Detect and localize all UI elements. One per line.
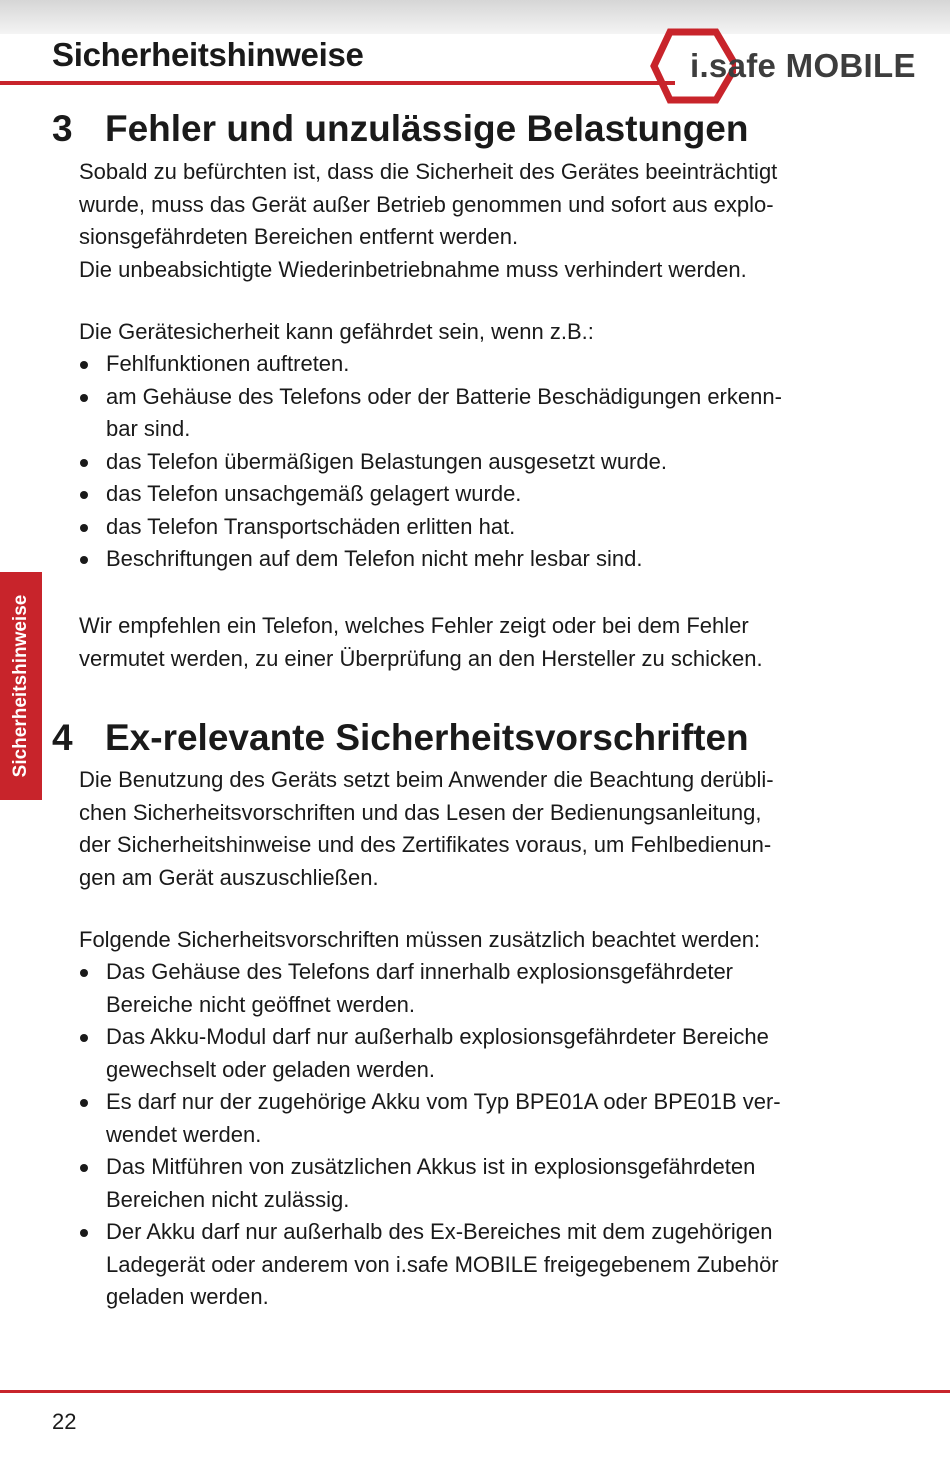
section-4-intro: Die Benutzung des Geräts setzt beim Anwender die Beachtung derübli- chen Sicherheitsvorschriften und das Lesen der Bedienungsanleitung, der Sicherheitshinweise und des Zertifikates voraus, um Fehlbedienun- gen am Gerät auszuschließen.: [79, 767, 774, 890]
section-3-number: 3: [52, 108, 73, 149]
page-header-title: Sicherheitshinweise: [52, 36, 364, 73]
section-3-title: Fehler und unzulässige Belastungen: [105, 108, 749, 149]
list-item: das Telefon übermäßigen Belastungen ausgesetzt wurde.: [79, 446, 849, 479]
section-4-title: Ex-relevante Sicherheitsvorschriften: [105, 717, 749, 758]
header-divider: [0, 81, 675, 85]
footer-divider: [0, 1390, 950, 1393]
section-3-closing: Wir empfehlen ein Telefon, welches Fehler zeigt oder bei dem Fehler vermutet werden, zu einer Überprüfung an den Hersteller zu schicken.: [79, 613, 763, 671]
section-4-list-intro: Folgende Sicherheitsvorschriften müssen zusätzlich beachtet werden:: [79, 927, 761, 952]
section-4-bullet-list: [79, 956, 849, 1314]
list-item: Es darf nur der zugehörige Akku vom Typ BPE01A oder BPE01B ver- wendet werden.: [79, 1086, 849, 1151]
section-4-heading: [52, 717, 749, 759]
list-item: Beschriftungen auf dem Telefon nicht mehr lesbar sind.: [79, 543, 849, 576]
brand-logo: [650, 28, 945, 104]
section-3-heading: [52, 108, 749, 150]
section-3-list-intro: Die Gerätesicherheit kann gefährdet sein, wenn z.B.:: [79, 319, 594, 344]
list-item: Das Mitführen von zusätzlichen Akkus ist in explosionsgefährdeten Bereichen nicht zulässig.: [79, 1151, 849, 1216]
list-item: Fehlfunktionen auftreten.: [79, 348, 849, 381]
section-4-number: 4: [52, 717, 73, 758]
side-chapter-tab-label: Sicherheitshinweise: [10, 594, 31, 778]
list-item: Das Gehäuse des Telefons darf innerhalb explosionsgefährdeter Bereiche nicht geöffnet werden.: [79, 956, 849, 1021]
side-chapter-tab: [0, 572, 42, 800]
list-item: das Telefon Transportschäden erlitten hat.: [79, 511, 849, 544]
section-3-intro: Sobald zu befürchten ist, dass die Sicherheit des Gerätes beeinträchtigt wurde, muss das Gerät außer Betrieb genommen und sofort aus explo- sionsgefährdeten Bereichen entfernt werden. Die unbeabsichtigte Wiederinbetriebnahme muss verhindert werden.: [79, 159, 778, 282]
list-item: Der Akku darf nur außerhalb des Ex-Bereiches mit dem zugehörigen Ladegerät oder anderem von i.safe MOBILE freigegebenem Zubehör geladen werden.: [79, 1216, 849, 1314]
section-3-bullet-list: [79, 348, 849, 576]
list-item: das Telefon unsachgemäß gelagert wurde.: [79, 478, 849, 511]
brand-logo-text: i.safe MOBILE: [690, 47, 916, 84]
page-number: 22: [52, 1409, 77, 1434]
list-item: Das Akku-Modul darf nur außerhalb explosionsgefährdeter Bereiche gewechselt oder geladen werden.: [79, 1021, 849, 1086]
list-item: am Gehäuse des Telefons oder der Batterie Beschädigungen erkenn- bar sind.: [79, 381, 849, 446]
